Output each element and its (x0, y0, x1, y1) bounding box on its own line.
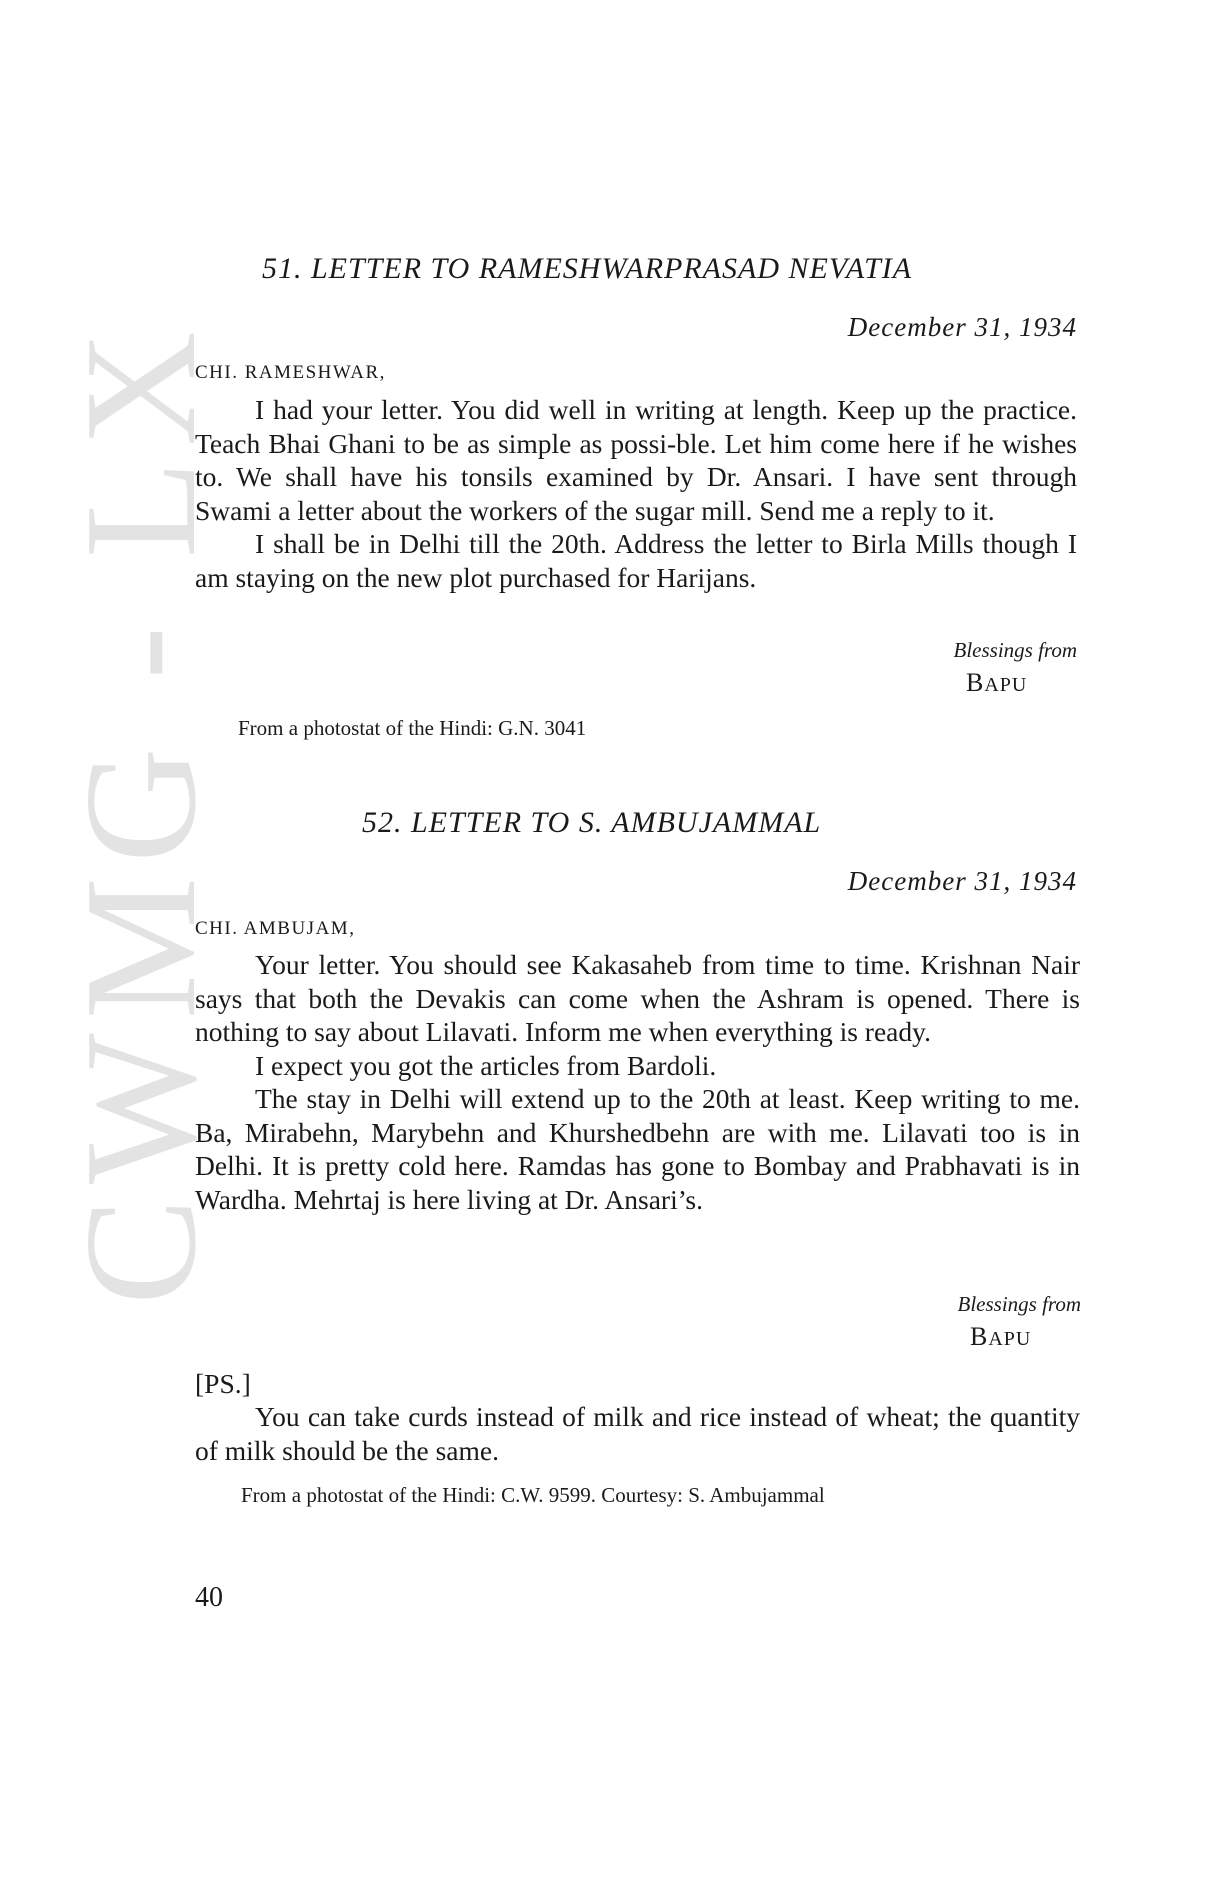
signature-rest: APU (984, 674, 1028, 696)
letter-52-signature (970, 1322, 1031, 1352)
letter-51-heading: 51. LETTER TO RAMESHWARPRASAD NEVATIA (262, 252, 913, 285)
letter-52-heading: 52. LETTER TO S. AMBUJAMMAL (362, 806, 822, 839)
page-number: 40 (195, 1582, 223, 1613)
signature-initial: B (966, 668, 985, 697)
letter-51-salutation: CHI. RAMESHWAR, (195, 362, 386, 383)
letter-52-salutation: CHI. AMBUJAM, (195, 918, 356, 939)
letter-51-closing: Blessings from (953, 638, 1077, 662)
letter-52-body (195, 948, 1080, 1216)
letter-51-paragraph-2: I shall be in Delhi till the 20th. Address the letter to Birla Mills though I am staying on the new plot purchased for Harijans. (195, 528, 1077, 593)
signature-rest: APU (988, 1328, 1032, 1350)
watermark: CWMG - LX (51, 316, 229, 1305)
letter-51-source: From a photostat of the Hindi: G.N. 3041 (238, 716, 587, 740)
letter-52-ps-text: You can take curds instead of milk and rice instead of wheat; the quantity of milk should be the same. (195, 1401, 1080, 1466)
letter-52-ps-label: [PS.] (195, 1368, 251, 1399)
letter-52-closing: Blessings from (957, 1292, 1081, 1316)
letter-51-body (195, 393, 1077, 594)
letter-52-paragraph-1: Your letter. You should see Kakasaheb from time to time. Krishnan Nair says that both the Devakis can come when the Ashram is opened. There is nothing to say about Lilavati. Inform me when everything is ready. (195, 949, 1080, 1047)
letter-51-date: December 31, 1934 (847, 312, 1077, 342)
letter-52-source: From a photostat of the Hindi: C.W. 9599. Courtesy: S. Ambujammal (241, 1483, 825, 1507)
letter-51-paragraph-1: I had your letter. You did well in writing at length. Keep up the practice. Teach Bhai Ghani to be as simple as possi-ble. Let him come here if he wishes to. We shall have his tonsils examined by Dr. Ansari. I have sent through Swami a letter about the workers of the sugar mill. Send me a reply to it. (195, 394, 1077, 526)
letter-52-ps-body (195, 1400, 1080, 1467)
letter-52-paragraph-2: I expect you got the articles from Bardoli. (255, 1049, 717, 1081)
signature-initial: B (970, 1322, 989, 1351)
letter-51-signature (966, 668, 1027, 698)
letter-52-date: December 31, 1934 (847, 866, 1077, 896)
letter-52-paragraph-3: The stay in Delhi will extend up to the 20th at least. Keep writing to me. Ba, Mirabehn, Marybehn and Khurshedbehn are with me. Lilavati too is in Delhi. It is pretty cold here. Ramdas has gone to Bombay and Prabhavati is in Wardha. Mehrtaj is here living at Dr. Ansari’s. (195, 1083, 1080, 1215)
